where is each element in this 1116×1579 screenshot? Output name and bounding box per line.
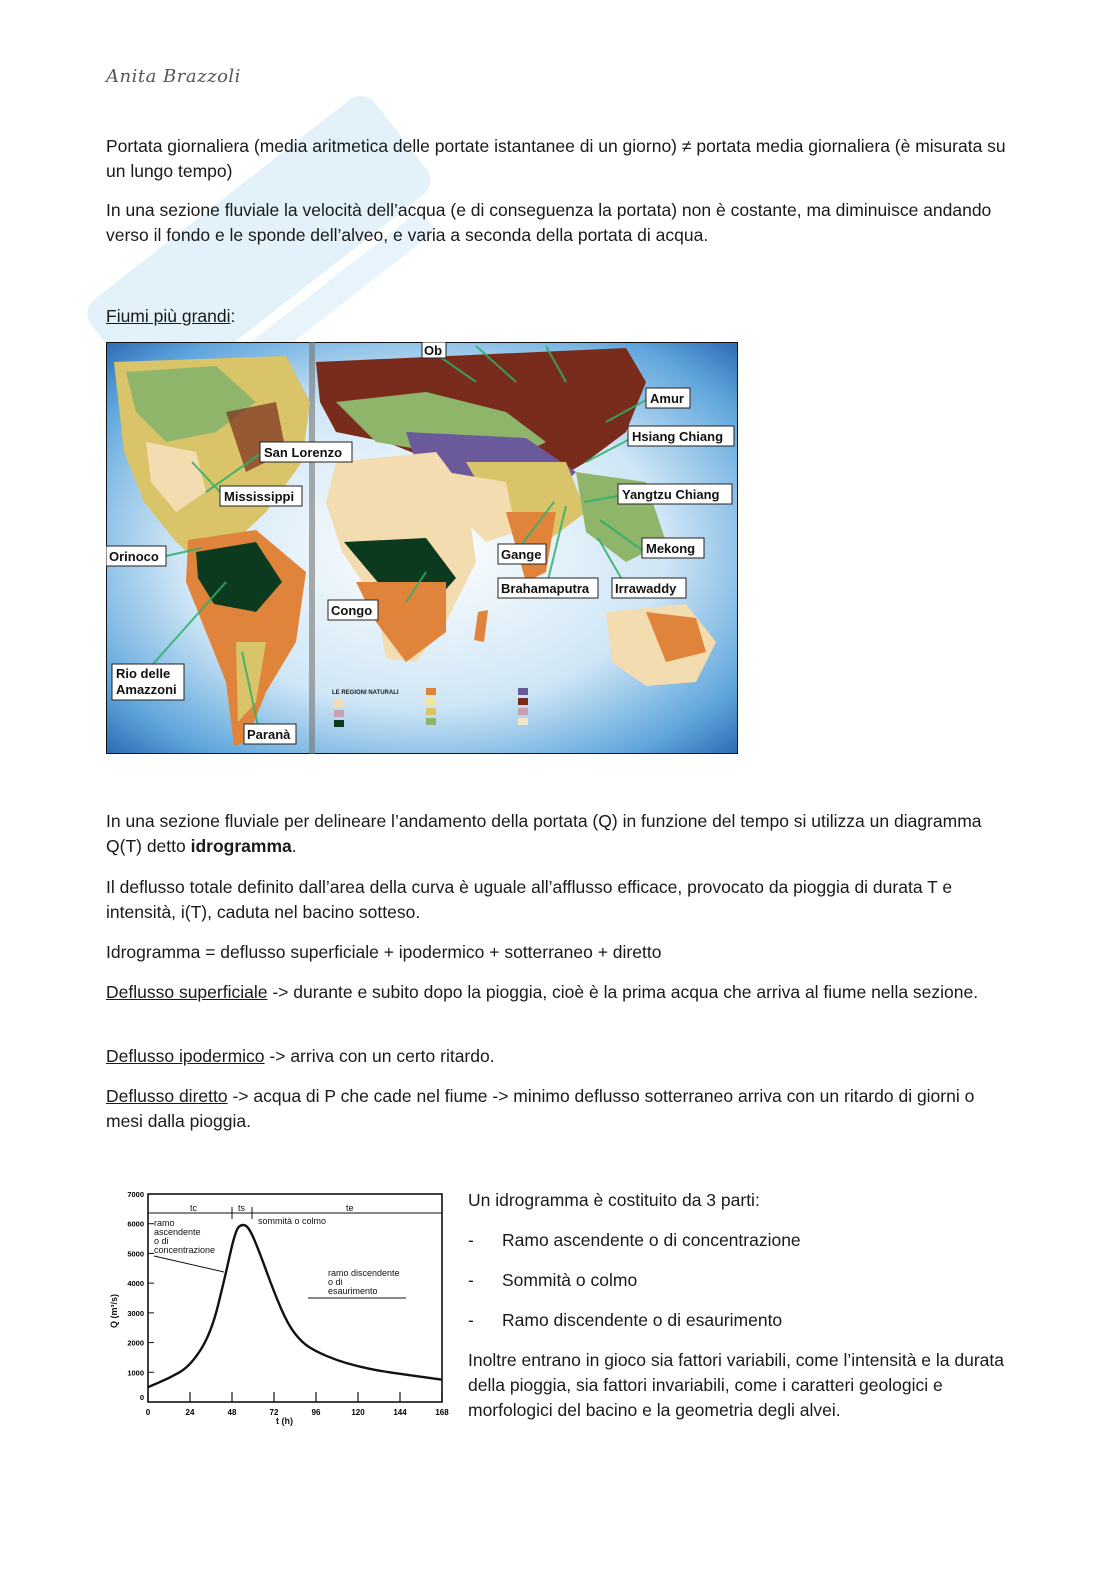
label-orinoco: Orinoco	[109, 549, 159, 564]
author-name: Anita Brazzoli	[106, 66, 241, 87]
paragraph-hydrograph-formula: Idrogramma = deflusso superficiale + ipodermico + sotterraneo + diretto	[106, 942, 662, 962]
x-tick-label: 72	[269, 1408, 279, 1417]
x-axis-label: t (h)	[276, 1416, 293, 1426]
y-tick-label: 4000	[127, 1279, 144, 1289]
x-tick-label: 0	[145, 1408, 151, 1417]
term-subsurface-runoff: Deflusso ipodermico	[106, 1046, 265, 1066]
label-amazzoni: Amazzoni	[116, 682, 177, 697]
annot-falling-1: ramo discendente	[328, 1268, 400, 1278]
label-ob: Ob	[424, 343, 443, 358]
part-rising-limb: Ramo ascendente o di concentrazione	[502, 1230, 801, 1250]
x-tick-label: 96	[311, 1408, 321, 1417]
list-item	[468, 1268, 637, 1293]
hydrograph-parts-intro: Un idrogramma è costituito da 3 parti:	[468, 1190, 760, 1210]
list-item	[468, 1308, 782, 1333]
paragraph-section-velocity: In una sezione fluviale la velocità dell’acqua (e di conseguenza la portata) non è costante, ma diminuisce andando verso il fondo e le sponde dell’alveo, e varia a seconda della portata di acqua.	[106, 200, 992, 245]
rivers-heading-colon: :	[230, 306, 236, 326]
p3-text: In una sezione fluviale per delineare l’andamento della portata (Q) in funzione del tempo si utilizza un diagramma Q(T) detto	[106, 811, 982, 856]
rivers-heading	[106, 304, 1006, 329]
x-tick-label: 24	[185, 1408, 195, 1417]
label-tc: tc	[190, 1203, 198, 1213]
y-tick-label: 3000	[127, 1308, 144, 1318]
x-tick-label: 144	[393, 1408, 407, 1417]
annot-rising-3: o di	[154, 1236, 169, 1246]
y-tick-label: 5000	[127, 1249, 144, 1259]
annot-rising-1: ramo	[154, 1218, 175, 1228]
label-mekong: Mekong	[646, 541, 696, 556]
list-item	[468, 1228, 801, 1253]
world-rivers-map	[106, 342, 738, 754]
p3-bold-term: idrogramma	[190, 836, 292, 856]
annot-falling-3: esaurimento	[328, 1286, 378, 1296]
part-peak: Sommità o colmo	[502, 1270, 638, 1290]
paragraph-surface-runoff	[106, 980, 1006, 1005]
label-yangtzu-chiang: Yangtzu Chiang	[622, 487, 720, 502]
legend-title: LE REGIONI NATURALI	[332, 690, 399, 696]
label-brahamaputra: Brahamaputra	[501, 581, 590, 596]
label-congo: Congo	[331, 603, 373, 618]
bullet-dash: -	[468, 1310, 474, 1330]
p8-text: -> acqua di P che cade nel fiume -> minimo deflusso sotterraneo arriva con un ritardo di giorni o mesi dalla pioggia.	[106, 1086, 975, 1131]
y-axis-label: Q (m³/s)	[109, 1293, 119, 1328]
y-tick-label: 2000	[127, 1338, 144, 1348]
label-gange: Gange	[501, 547, 542, 562]
annot-rising-2: ascendente	[154, 1227, 201, 1237]
y-tick-label: 1000	[127, 1368, 144, 1378]
paragraph-direct-runoff	[106, 1084, 1006, 1134]
label-te: te	[346, 1203, 354, 1213]
term-surface-runoff: Deflusso superficiale	[106, 982, 268, 1002]
term-direct-runoff: Deflusso diretto	[106, 1086, 228, 1106]
x-tick-label: 120	[351, 1408, 365, 1417]
label-irrawaddy: Irrawaddy	[615, 581, 677, 596]
label-mississippi: Mississippi	[224, 489, 295, 504]
p7-text: -> arriva con un certo ritardo.	[264, 1046, 495, 1066]
hydrograph-chart	[106, 1188, 456, 1428]
annot-falling-2: o di	[328, 1277, 343, 1287]
paragraph-factors: Inoltre entrano in gioco sia fattori variabili, come l’intensità e la durata della pioggia, sia fattori invariabili, come i caratteri geologici e morfologici del bacino e la geometria degli alvei.	[468, 1350, 1004, 1420]
label-parana: Paranà	[247, 727, 291, 742]
rivers-heading-text: Fiumi più grandi	[106, 306, 231, 326]
label-rio-delle: Rio delle	[116, 666, 171, 681]
label-san-lorenzo: San Lorenzo	[264, 445, 343, 460]
x-tick-label: 168	[435, 1408, 449, 1417]
p6-text: -> durante e subito dopo la pioggia, cioè è la prima acqua che arriva al fiume nella sezione.	[267, 982, 979, 1002]
paragraph-subsurface-runoff	[106, 1044, 1006, 1069]
bullet-dash: -	[468, 1270, 474, 1290]
label-amur: Amur	[650, 391, 684, 406]
paragraph-total-runoff: Il deflusso totale definito dall’area della curva è uguale all’afflusso efficace, provocato da pioggia di durata T e intensità, i(T), caduta nel bacino sotteso.	[106, 877, 953, 922]
paragraph-hydrograph-intro	[106, 809, 1006, 859]
y-tick-label: 7000	[127, 1190, 144, 1199]
y-origin-label: 0	[139, 1393, 144, 1402]
label-ts: ts	[238, 1203, 246, 1213]
annot-rising-4: concentrazione	[154, 1245, 216, 1255]
bullet-dash: -	[468, 1230, 474, 1250]
p3-period: .	[291, 836, 297, 856]
label-hsiang-chiang: Hsiang Chiang	[632, 429, 724, 444]
paragraph-daily-flow: Portata giornaliera (media aritmetica delle portate istantanee di un giorno) ≠ portata media giornaliera (è misurata su un lungo tempo)	[106, 136, 1006, 181]
x-tick-label: 48	[227, 1408, 237, 1417]
y-tick-label: 6000	[127, 1219, 144, 1229]
annot-peak: sommità o colmo	[258, 1216, 327, 1226]
part-falling-limb: Ramo discendente o di esaurimento	[502, 1310, 783, 1330]
